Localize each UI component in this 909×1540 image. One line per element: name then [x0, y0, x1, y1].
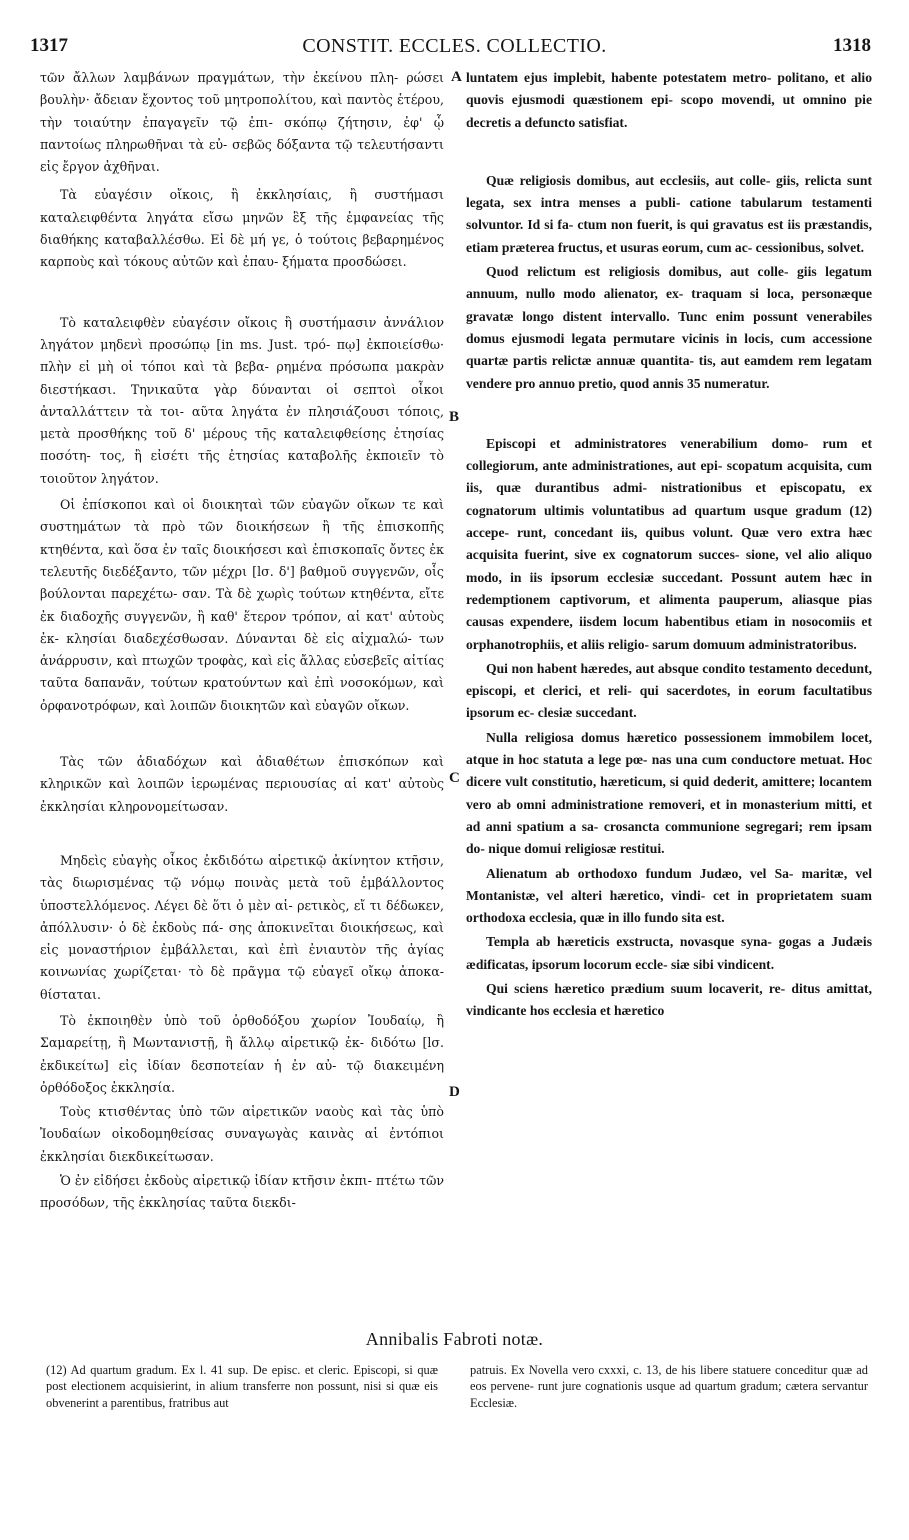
latin-paragraph: Quæ religiosis domibus, aut ecclesiis, aut colle- giis, relicta sunt legata, sex intra menses a publi- catione tabularum testamenti solvuntor. Id si fa- ctum non fuerit, is qui gravatus est iis præstandis, etiam præterea fructus, et usuras eorum, cum ac- cessionibus, solvet.	[466, 172, 872, 255]
greek-paragraph: Τὰ εὐαγέσιν οἴκοις, ἢ ἐκκλησίαις, ἢ συστήμασι καταλειφθέντα ληγάτα εἴσω μηνῶν ἓξ τῆς ἐμφανείας τῆς διαθήκης καταβαλλέσθω. Εἰ δὲ μή γε, ὁ τούτοις βεβαρημένος καρποὺς καὶ τόκους αὐτῶν καὶ ἐπαυ- ξήματα προσδώσει.	[40, 187, 444, 270]
footnote-text: (12) Ad quartum gradum. Ex l. 41 sup. De episc. et cleric. Episcopi, si quæ post electionem acquisierint, in alium transferre non possunt, nisi si quæ eis obvenerint a parentibus, fratribus aut	[46, 1363, 438, 1410]
latin-paragraph: Qui sciens hæretico prædium suum locaverit, re- ditus amittat, vindicante hos ecclesia et hæretico	[466, 980, 872, 1019]
latin-column	[466, 67, 872, 1023]
greek-paragraph: Μηδεὶς εὐαγὴς οἶκος ἐκδιδότω αἱρετικῷ ἀκίνητον κτῆσιν, τὰς διωρισμένας τῷ νόμῳ ποινὰς μετὰ τοῦ ἐμβάλλοντος ὑποστελλόμενος. Λέγει δὲ ὅτι ὁ μὲν αἱ- ρετικὸς, εἴ τι δέδωκεν, ἀπόλλυσιν· ὁ δὲ ἐκδοὺς πά- σης ἀποκινεῖται διοικήσεως, καὶ εἰς μοναστήριον ἐμβάλλεται, καὶ ἐπὶ ἐνιαυτὸν τῆς ἁγίας κοινωνίας χωρίζεται· τὸ δὲ πρᾶγμα τῷ εὐαγεῖ οἴκῳ ἀποκα- θίσταται.	[40, 852, 444, 1002]
section-marker-c: C	[449, 770, 460, 786]
note-right-column	[470, 1362, 868, 1411]
note-left-column	[46, 1362, 438, 1411]
section-marker-a: A	[451, 69, 462, 85]
section-marker-d: D	[449, 1084, 460, 1100]
greek-paragraph: Οἱ ἐπίσκοποι καὶ οἱ διοικηταὶ τῶν εὐαγῶν οἴκων τε καὶ συστημάτων τὰ πρὸ τῶν διοικήσεων ἢ τῆς ἐπισκοπῆς κτηθέντα, καὶ ὅσα ἐν ταῖς διοικήσεσι καὶ ἐπισκοπαῖς ὄντες ἐκ τελευτῆς διεδέξαντο, τῶν μέχρι [lσ. δ'] βαθμοῦ συγγενῶν, οἷς βούλονται παρεχέτω- σαν. Τὰ δὲ χωρὶς τούτων κτηθέντα, εἴτε ἐκ διαδοχῆς συγγενῶν, ἢ καθ' ἕτερον τρόπον, αἱ κατ' αὐτοὺς ἐκ- κλησίαι διαδεχέσθωσαν. Δύνανται δὲ εἰς αἰχμαλώ- των ἀνάρρυσιν, καὶ πτωχῶν τροφὰς, καὶ εἰς ἄλλας εὐσεβεῖς αἰτίας ταῦτα δαπανᾶν, τούτων κρατούντων καὶ ἐπὶ νοσοκόμων, καὶ ὀρφανοτρόφων, καὶ λοιπῶν διοικητῶν καὶ εὐαγῶν οἴκων.	[40, 497, 444, 713]
latin-paragraph: Nulla religiosa domus hæretico possessionem immobilem locet, atque in hoc statuta a lege pœ- nas una cum conductore metuat. Hoc dicere vult constitutio, hæreticum, si quid dederit, amittere; locantem vero ab omni administratione removeri, et in monasterium mitti, et ad anni spatium a sa- crosancta communione segregari; rem ipsam do- nique domui religiosæ restitui.	[466, 729, 872, 857]
greek-paragraph: Τὰς τῶν ἀδιαδόχων καὶ ἀδιαθέτων ἐπισκόπων καὶ κληρικῶν καὶ λοιπῶν ἱερωμένας περιουσίας αἱ κατ' αὐτοὺς ἐκκλησίαι κληρονομείτωσαν.	[40, 754, 444, 814]
latin-paragraph: Templa ab hæreticis exstructa, novasque syna- gogas a Judæis ædificatas, ipsorum locorum eccle- siæ sibi vindicent.	[466, 934, 872, 972]
greek-paragraph: Τὸ καταλειφθὲν εὐαγέσιν οἴκοις ἢ συστήμασιν ἀννάλιον ληγάτον μηδενὶ προσώπῳ [in ms. Just. τρό- πῳ] ἐκποιείσθω· πλὴν εἰ μὴ οἱ τόποι καὶ τὰ βεβα- ρημένα πρόσωπα μακρὰν διεστήκασι. Τηνικαῦτα γὰρ δύνανται οἱ σεπτοὶ οἶκοι ἀνταλλάττειν τὰ τοι- αῦτα ληγάτα ἐν πλησιάζουσι τόποις, μετὰ προσθήκης τοῦ δ' μέρους τῆς καταλειφθείσης ἐτησίας ποσότη- τος, ἢ εἰσέτι τῆς ἐτησίας καταβολῆς ἐκποιεῖν τὸ τοιοῦτον ληγάτον.	[40, 314, 444, 486]
section-marker-b: B	[449, 409, 460, 425]
greek-paragraph: Τὸ ἐκποιηθὲν ὑπὸ τοῦ ὀρθοδόξου χωρίον Ἰουδαίῳ, ἢ Σαμαρείτῃ, ἢ Μωντανιστῇ, ἢ ἄλλῳ αἱρετικῷ ἐκ- διδότω [lσ. ἐκδικείτω] εἰς ἰδίαν δεσποτείαν ἡ ἐν αὐ- τῷ διακειμένη ὀρθόδοξος ἐκκλησία.	[40, 1012, 444, 1095]
latin-paragraph: luntatem ejus implebit, habente potestatem metro- politano, et alio quovis ejusmodi quæstionem epi- scopo movendi, ut omnino pie decretis a defuncto satisfiat.	[466, 70, 872, 130]
latin-paragraph: Qui non habent hæredes, aut absque condito testamento decedunt, episcopi, et clerici, et reli- qui sacerdotes, in eorum facultatibus ipsorum ec- clesiæ succedant.	[466, 660, 872, 721]
latin-paragraph: Episcopi et administratores venerabilium domo- rum et collegiorum, ante administrationes, aut epi- scopatum acquisita, cum iis, quæ durantibus admi- nistrationibus et episcopatu, ex cognatorum ultimis voluntatibus ad quartum usque gradum (12) accepe- runt, concedant iis, quibus volunt. Quæ vero extra hæc acquisita fuerint, sive ex cognatorum succes- sione, vel alio aliquo modo, in iis ipsorum ecclesiæ succedant. Possunt autem hæc in redemptionem captivorum, et alimenta pauperum, aliasque pias causas expendere, iisdem locum habentibus etiam in nosocomiis et orphanotrophiis, et aliis religio- sarum domuum administratoribus.	[466, 435, 872, 652]
page-number-right: 1318	[833, 35, 871, 56]
notes-heading: Annibalis Fabroti notæ.	[365, 1329, 544, 1349]
latin-paragraph: Quod relictum est religiosis domibus, aut colle- giis legatum annuum, nullo modo alienator, ex- traquam si loca, personæque gravatæ longo distent intervallo. Tunc enim possunt venerabiles domus ejusmodi legata permutare vicinis in locis, cum accessione quartæ partis relictæ annuæ quantita- tis, aut eamdem rem legatam vendere pro annuo pretio, quod annis 35 numeratur.	[466, 264, 872, 391]
greek-paragraph: τῶν ἄλλων λαμβάνων πραγμάτων, τὴν ἐκείνου πλη- ρώσει βουλὴν· ἄδειαν ἔχοντος τοῦ μητροπολίτου, καὶ παντὸς ἑτέρου, τὴν τοιαύτην ἐπαγαγεῖν τῷ ἐπι- σκόπῳ ζήτησιν, ἐφ' ᾧ παντοίως πληρωθῆναι τὰ εὐ- σεβῶς δόξαντα τῷ τελευτήσαντι εἰς ἔργον ἀχθῆναι.	[40, 70, 444, 175]
footnote-text: patruis. Ex Novella vero cxxxi, c. 13, de his libere statuere conceditur quæ ad eos pervene- runt jure cognationis usque ad quartum gradum; cætera servantur Ecclesiæ.	[470, 1363, 868, 1410]
page-number-left: 1317	[30, 35, 68, 56]
latin-paragraph: Alienatum ab orthodoxo fundum Judæo, vel Sa- maritæ, vel Montanistæ, vel alteri hæretico, vindi- cet in proprietatem suam orthodoxa ecclesia, quæ in illo fundo sita est.	[466, 865, 872, 926]
greek-paragraph: Τοὺς κτισθέντας ὑπὸ τῶν αἱρετικῶν ναοὺς καὶ τὰς ὑπὸ Ἰουδαίων οἰκοδομηθείσας συναγωγὰς καινὰς αἱ ἐντόπιοι ἐκκλησίαι διεκδικείτωσαν.	[40, 1104, 444, 1164]
greek-column	[40, 67, 444, 1215]
running-title: CONSTIT. ECCLES. COLLECTIO.	[302, 35, 607, 57]
greek-paragraph: Ὁ ἐν εἰδήσει ἐκδοὺς αἱρετικῷ ἰδίαν κτῆσιν ἐκπι- πτέτω τῶν προσόδων, τῆς ἐκκλησίας ταῦτα διεκδι-	[40, 1173, 444, 1211]
